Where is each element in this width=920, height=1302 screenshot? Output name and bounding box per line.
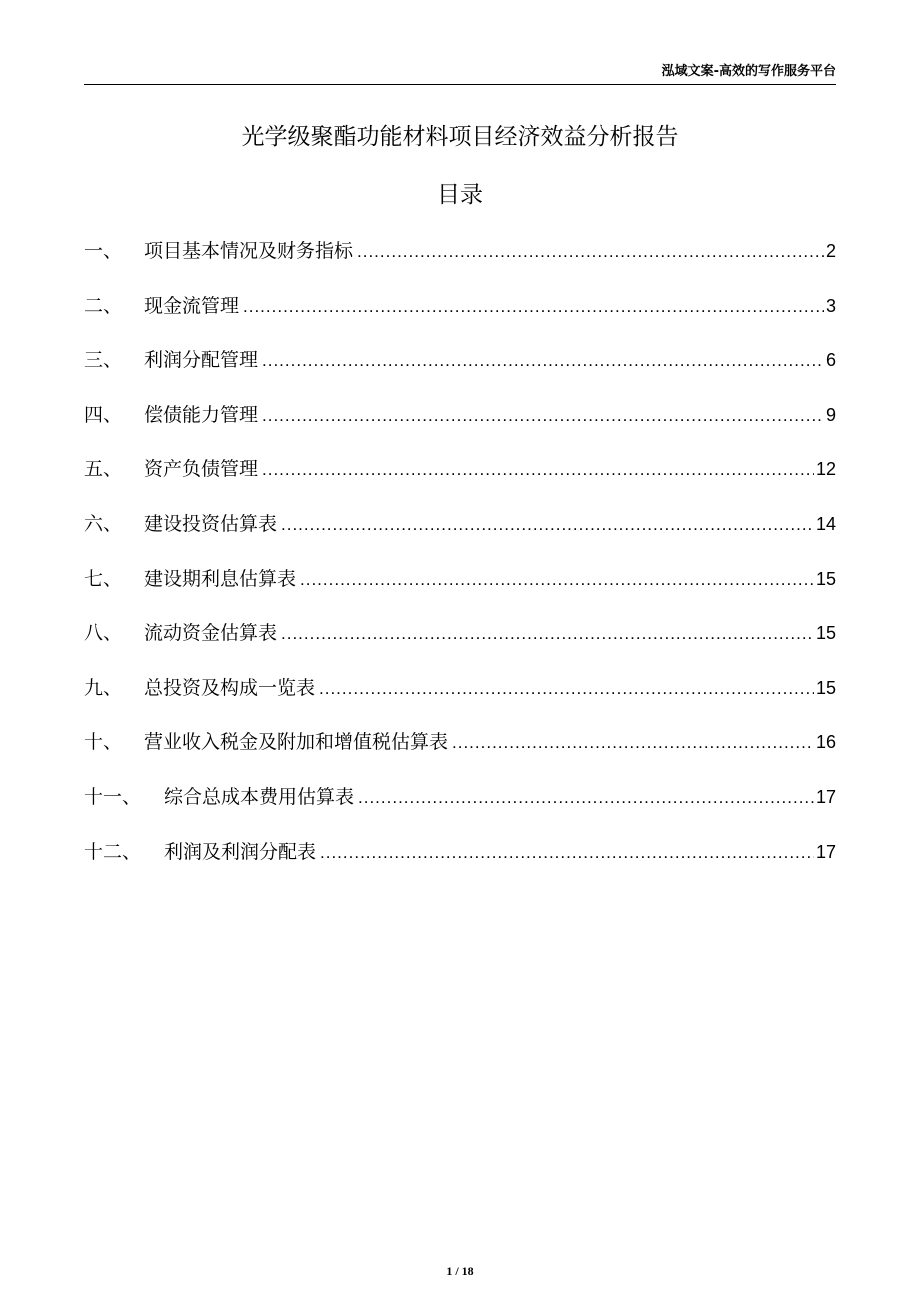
toc-dot-leader (281, 508, 814, 542)
toc-dot-leader (319, 672, 814, 706)
toc-heading: 目录 (437, 182, 483, 208)
toc-entry[interactable] (84, 780, 836, 835)
toc-entry-number: 四、 (84, 403, 123, 426)
toc-entry-label: 现金流管理 (144, 294, 240, 317)
toc-entry-number: 九、 (84, 676, 123, 699)
toc-entry-number: 十、 (84, 731, 123, 754)
toc-dot-leader (243, 290, 824, 324)
toc-entry-number: 二、 (84, 294, 123, 317)
toc-entry-label: 资产负债管理 (144, 458, 259, 481)
page-number: 1 / 18 (446, 1264, 474, 1278)
toc-entry-label: 利润及利润分配表 (164, 840, 317, 863)
toc-entry[interactable] (84, 725, 836, 780)
toc-dot-leader (358, 781, 814, 815)
toc-entry[interactable] (84, 671, 836, 726)
toc-entry-page: 6 (825, 350, 836, 371)
toc-dot-leader (357, 235, 824, 269)
toc-entry-label: 项目基本情况及财务指标 (144, 240, 354, 262)
toc-entry-number: 三、 (84, 349, 123, 372)
toc-dot-leader (281, 617, 814, 651)
toc-entry-label: 建设期利息估算表 (144, 567, 297, 590)
toc-entry-number: 五、 (84, 458, 123, 481)
toc-entry-page: 15 (815, 568, 836, 589)
toc-entry-page: 12 (815, 459, 836, 480)
toc-entry-number: 一、 (84, 240, 123, 262)
toc-entry-page: 14 (815, 513, 836, 534)
toc-entry-label: 利润分配管理 (144, 349, 259, 372)
toc-entry-page: 17 (815, 841, 836, 862)
toc-entry-page: 3 (825, 295, 836, 316)
toc-entry[interactable] (84, 452, 836, 507)
table-of-contents (84, 234, 836, 889)
toc-entry-label: 建设投资估算表 (144, 512, 278, 535)
toc-entry[interactable] (84, 507, 836, 562)
toc-entry[interactable] (84, 616, 836, 671)
toc-entry-number: 八、 (84, 622, 123, 645)
toc-entry-number: 六、 (84, 512, 123, 535)
toc-entry[interactable] (84, 398, 836, 453)
toc-entry-number: 十一、 (84, 785, 142, 808)
toc-entry[interactable] (84, 289, 836, 344)
toc-entry[interactable] (84, 835, 836, 890)
toc-dot-leader (320, 836, 814, 870)
page-header: 泓域文案-高效的写作服务平台 (661, 64, 836, 79)
toc-entry-page: 17 (815, 786, 836, 807)
toc-entry[interactable] (84, 343, 836, 398)
toc-entry-label: 综合总成本费用估算表 (164, 785, 355, 808)
toc-entry-page: 15 (815, 623, 836, 644)
toc-entry-label: 偿债能力管理 (144, 403, 259, 426)
toc-entry-label: 总投资及构成一览表 (144, 676, 316, 699)
toc-entry[interactable] (84, 562, 836, 617)
document-title: 光学级聚酯功能材料项目经济效益分析报告 (241, 124, 679, 150)
toc-entry-number: 十二、 (84, 840, 142, 863)
toc-dot-leader (452, 726, 814, 760)
toc-entry-page: 15 (815, 677, 836, 698)
toc-entry-page: 2 (825, 241, 836, 261)
toc-dot-leader (262, 453, 814, 487)
toc-entry-number: 七、 (84, 567, 123, 590)
toc-entry[interactable] (84, 234, 836, 289)
toc-entry-label: 流动资金估算表 (144, 622, 278, 645)
header-divider (84, 84, 836, 85)
toc-dot-leader (300, 563, 814, 597)
toc-entry-page: 16 (815, 732, 836, 753)
toc-entry-page: 9 (825, 404, 836, 425)
toc-dot-leader (262, 399, 824, 433)
toc-dot-leader (262, 344, 824, 378)
toc-entry-label: 营业收入税金及附加和增值税估算表 (144, 731, 449, 754)
